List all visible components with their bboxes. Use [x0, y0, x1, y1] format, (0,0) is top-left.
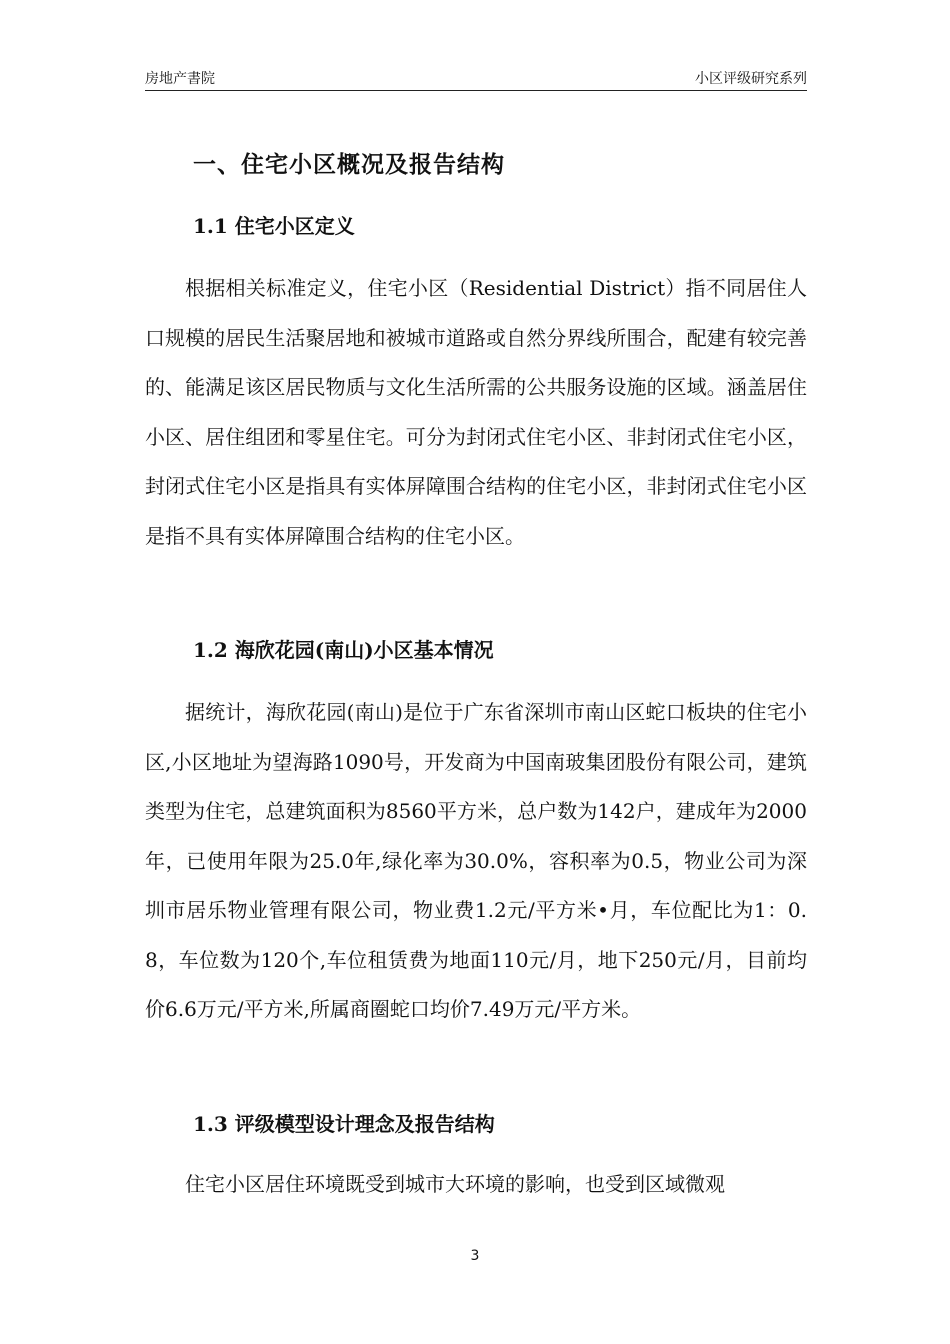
- section-1-3-heading: 1.3 评级模型设计理念及报告结构: [193, 1112, 495, 1136]
- section-1-heading: 一、住宅小区概况及报告结构: [193, 151, 505, 178]
- header-right-title: 小区评级研究系列: [695, 71, 807, 87]
- header-left-title: 房地产書院: [145, 71, 215, 87]
- section-1-2-heading: 1.2 海欣花园(南山)小区基本情况: [193, 638, 494, 662]
- section-1-1-paragraph: 根据相关标准定义，住宅小区（Residential District）指不同居住人口规模的居民生活聚居地和被城市道路或自然分界线所围合，配建有较完善的、能满足该区居民物质与文化生活所需的公共服务设施的区域。涵盖居住小区、居住组团和零星住宅。可分为封闭式住宅小区、非封闭式住宅小区，封闭式住宅小区是指具有实体屏障围合结构的住宅小区，非封闭式住宅小区是指不具有实体屏障围合结构的住宅小区。: [145, 276, 807, 548]
- page-number: 3: [470, 1248, 480, 1264]
- section-1-2-paragraph: 据统计，海欣花园(南山)是位于广东省深圳市南山区蛇口板块的住宅小区,小区地址为望海路1090号，开发商为中国南玻集团股份有限公司，建筑类型为住宅，总建筑面积为8560平方米，总户数为142户，建成年为2000年，已使用年限为25.0年,绿化率为30.0%，容积率为0.5，物业公司为深圳市居乐物业管理有限公司，物业费1.2元/平方米•月，车位配比为1：0.8，车位数为120个,车位租赁费为地面110元/月，地下250元/月，目前均价6.6万元/平方米,所属商圈蛇口均价7.49万元/平方米。: [145, 700, 807, 1021]
- section-1-3-paragraph: 住宅小区居住环境既受到城市大环境的影响，也受到区域微观: [185, 1172, 725, 1196]
- page-header: [145, 66, 807, 91]
- section-1-1-heading: 1.1 住宅小区定义: [193, 214, 355, 238]
